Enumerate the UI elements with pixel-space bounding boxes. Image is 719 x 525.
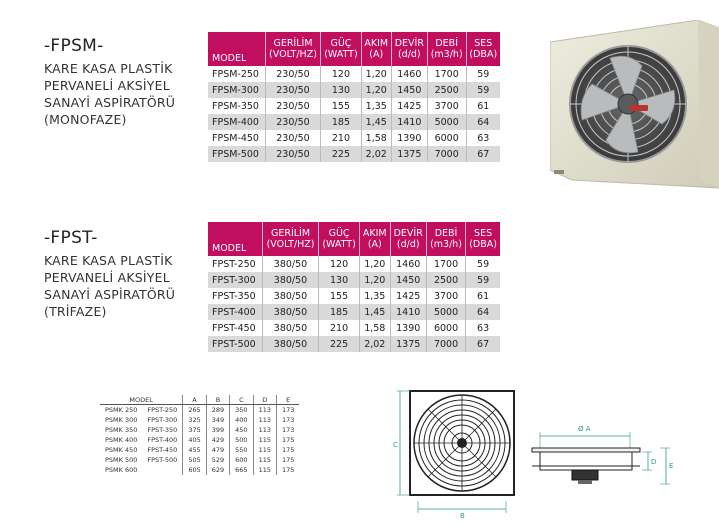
- spec-header-cell: [466, 222, 500, 256]
- table-cell: 113: [253, 425, 276, 435]
- fan-product-photo: [550, 20, 719, 190]
- table-cell: 665: [230, 465, 253, 475]
- dims-header-cell: D: [253, 395, 276, 405]
- spec-header-line-2: (VOLT/HZ): [266, 239, 315, 250]
- table-cell: 5000: [427, 114, 466, 130]
- spec-header-cell: [390, 222, 426, 256]
- table-cell: 6000: [427, 130, 466, 146]
- spec-header-cell: [426, 222, 465, 256]
- table-cell: FPST-350: [208, 288, 262, 304]
- table-cell: 63: [466, 320, 500, 336]
- table-cell: 500: [230, 435, 253, 445]
- table-cell: 529: [206, 455, 229, 465]
- fpsm-desc-line-2: PERVANELİ AKSİYEL: [44, 78, 170, 93]
- spec-header-line-1: AKIM: [364, 38, 389, 49]
- table-cell: 155: [319, 288, 360, 304]
- table-cell: 1,20: [361, 82, 391, 98]
- table-cell: 1700: [426, 256, 465, 272]
- table-cell: 2500: [427, 82, 466, 98]
- spec-header-cell: [208, 32, 265, 66]
- spec-header-line-1: DEBİ: [435, 38, 458, 49]
- table-cell: 120: [321, 66, 361, 82]
- table-cell: FPSM-350: [208, 98, 265, 114]
- table-cell: 225: [319, 336, 360, 352]
- table-cell: PSMK 300: [105, 416, 138, 424]
- table-cell: 155: [321, 98, 361, 114]
- table-cell: 1410: [390, 304, 426, 320]
- spec-header-line-1: DEVİR: [394, 38, 424, 49]
- table-cell: PSMK 450: [105, 446, 138, 454]
- table-row: [208, 304, 500, 320]
- table-row: [100, 445, 299, 455]
- table-cell: 380/50: [262, 272, 318, 288]
- table-cell: FPST-350: [142, 425, 182, 435]
- spec-header-row: [208, 222, 500, 256]
- fpsm-desc-line-1: KARE KASA PLASTİK: [44, 61, 173, 76]
- table-cell: 350: [230, 405, 253, 416]
- spec-header-line-1: GÜÇ: [330, 38, 352, 49]
- table-cell: 230/50: [265, 66, 321, 82]
- table-cell: 2,02: [361, 146, 391, 162]
- fpst-desc-line-2: PERVANELİ AKSİYEL: [44, 270, 170, 285]
- spec-header-cell: [391, 32, 427, 66]
- spec-header-line-2: (WATT): [322, 239, 356, 250]
- table-cell: 5000: [426, 304, 465, 320]
- table-cell: 265: [183, 405, 206, 416]
- table-cell: FPST-250: [142, 405, 182, 416]
- table-cell: 3700: [426, 288, 465, 304]
- spec-header-line-2: (WATT): [324, 49, 358, 60]
- fpst-desc-line-1: KARE KASA PLASTİK: [44, 253, 173, 268]
- table-cell: 1375: [391, 146, 427, 162]
- table-cell: 175: [282, 446, 295, 454]
- table-cell: 1390: [390, 320, 426, 336]
- spec-header-cell: [466, 32, 500, 66]
- table-cell: 1,58: [360, 320, 391, 336]
- table-cell: 130: [319, 272, 360, 288]
- spec-header-line-2: (A): [367, 239, 382, 250]
- table-cell: 59: [466, 256, 500, 272]
- spec-header-line-1: SES: [474, 228, 493, 239]
- table-row: [100, 415, 299, 425]
- spec-header-line-2: (d/d): [397, 49, 421, 60]
- table-row: [208, 256, 500, 272]
- table-cell: FPST-500: [142, 455, 182, 465]
- table-cell: 61: [466, 288, 500, 304]
- spec-header-line-1: GERİLİM: [270, 228, 311, 239]
- table-cell: 230/50: [265, 146, 321, 162]
- spec-header-line-1: SES: [474, 38, 493, 49]
- table-cell: FPSM-400: [208, 114, 265, 130]
- spec-header-cell: [321, 32, 361, 66]
- table-cell: 1,45: [361, 114, 391, 130]
- dim-label-a: Ø A: [578, 425, 591, 433]
- spec-header-line-1: GERİLİM: [273, 38, 313, 49]
- table-cell: 380/50: [262, 304, 318, 320]
- table-cell: 230/50: [265, 114, 321, 130]
- spec-header-cell: [319, 222, 360, 256]
- table-cell: 505: [183, 455, 206, 465]
- spec-header-line-2: (VOLT/HZ): [269, 49, 317, 60]
- side-view-drawing: [530, 418, 680, 488]
- table-cell: FPSM-250: [208, 66, 265, 82]
- table-cell: 380/50: [262, 320, 318, 336]
- table-cell: 1450: [390, 272, 426, 288]
- table-cell: FPST-500: [208, 336, 262, 352]
- table-cell: 429: [206, 435, 229, 445]
- fpsm-desc-line-4: (MONOFAZE): [44, 112, 127, 127]
- table-cell: 59: [466, 66, 500, 82]
- table-cell: 380/50: [262, 288, 318, 304]
- table-cell: 67: [466, 146, 500, 162]
- spec-header-cell: [262, 222, 318, 256]
- table-cell: 64: [466, 114, 500, 130]
- table-cell: 210: [319, 320, 360, 336]
- table-cell: FPST-250: [208, 256, 262, 272]
- table-cell: 173: [282, 416, 295, 424]
- spec-header-cell: [427, 32, 466, 66]
- fpst-spec-table: [208, 222, 500, 352]
- table-cell: 1460: [390, 256, 426, 272]
- table-cell: PSMK 500: [105, 456, 138, 464]
- spec-header-line-2: MODEL: [212, 243, 247, 254]
- table-cell: 2500: [426, 272, 465, 288]
- table-cell: 7000: [427, 146, 466, 162]
- table-cell: 173: [282, 426, 295, 434]
- spec-header-line-1: DEBİ: [434, 228, 458, 239]
- table-cell: 600: [230, 455, 253, 465]
- table-cell: FPST-450: [142, 445, 182, 455]
- table-cell: 230/50: [265, 82, 321, 98]
- table-cell: 3700: [427, 98, 466, 114]
- table-cell: 289: [206, 405, 229, 416]
- fpsm-desc-line-3: SANAYİ ASPİRATÖRÜ: [44, 95, 176, 110]
- table-cell: 455: [183, 445, 206, 455]
- spec-header-line-2: MODEL: [212, 53, 247, 64]
- table-cell: [142, 465, 182, 475]
- table-cell: 64: [466, 304, 500, 320]
- table-cell: 115: [253, 465, 276, 475]
- table-cell: 113: [253, 415, 276, 425]
- table-cell: 479: [206, 445, 229, 455]
- fpsm-spec-table: [208, 32, 500, 162]
- table-cell: 230/50: [265, 130, 321, 146]
- spec-header-line-2: (DBA): [469, 239, 497, 250]
- table-cell: 175: [282, 466, 295, 474]
- table-cell: 130: [321, 82, 361, 98]
- table-row: [208, 336, 500, 352]
- table-cell: PSMK 350: [105, 426, 138, 434]
- table-cell: 349: [206, 415, 229, 425]
- table-cell: 1410: [391, 114, 427, 130]
- dims-header-cell: E: [277, 395, 300, 405]
- table-cell: 115: [253, 435, 276, 445]
- table-cell: 375: [183, 425, 206, 435]
- spec-header-line-2: (DBA): [469, 49, 498, 60]
- spec-header-cell: [265, 32, 321, 66]
- table-cell: 325: [183, 415, 206, 425]
- table-cell: 225: [321, 146, 361, 162]
- table-cell: FPST-300: [142, 415, 182, 425]
- fpst-desc-line-4: (TRİFAZE): [44, 304, 107, 319]
- table-cell: 1,20: [360, 272, 391, 288]
- dims-header-row: [100, 395, 299, 405]
- table-cell: 1,58: [361, 130, 391, 146]
- table-cell: FPSM-300: [208, 82, 265, 98]
- table-cell: PSMK 250: [105, 406, 138, 414]
- table-cell: FPST-450: [208, 320, 262, 336]
- fpsm-code: -FPSM-: [44, 36, 104, 56]
- dimensions-table: [100, 395, 299, 475]
- table-cell: 67: [466, 336, 500, 352]
- table-cell: 1425: [390, 288, 426, 304]
- table-row: [100, 425, 299, 435]
- table-row: [208, 288, 500, 304]
- table-cell: PSMK 400: [105, 436, 138, 444]
- table-row: [208, 114, 500, 130]
- table-cell: FPSM-450: [208, 130, 265, 146]
- table-cell: 629: [206, 465, 229, 475]
- dims-header-cell: A: [183, 395, 206, 405]
- table-cell: 59: [466, 272, 500, 288]
- table-cell: 1,20: [361, 66, 391, 82]
- dims-header-cell: MODEL: [100, 395, 183, 405]
- table-row: [208, 320, 500, 336]
- table-cell: 1375: [390, 336, 426, 352]
- table-cell: 185: [321, 114, 361, 130]
- table-cell: FPST-300: [208, 272, 262, 288]
- table-cell: 61: [466, 98, 500, 114]
- fpst-desc-line-3: SANAYİ ASPİRATÖRÜ: [44, 287, 176, 302]
- spec-header-line-1: GÜÇ: [328, 228, 350, 239]
- table-cell: 605: [183, 465, 206, 475]
- table-cell: 2,02: [360, 336, 391, 352]
- table-cell: 173: [282, 406, 295, 414]
- table-row: [208, 98, 500, 114]
- table-cell: 1425: [391, 98, 427, 114]
- table-row: [100, 455, 299, 465]
- table-row: [208, 66, 500, 82]
- table-row: [208, 130, 500, 146]
- table-cell: 63: [466, 130, 500, 146]
- dims-header-cell: C: [230, 395, 253, 405]
- table-cell: 1460: [391, 66, 427, 82]
- front-view-drawing: [390, 385, 520, 520]
- table-cell: 1,35: [360, 288, 391, 304]
- table-cell: 210: [321, 130, 361, 146]
- table-cell: 400: [230, 415, 253, 425]
- table-row: [208, 272, 500, 288]
- dim-label-b: B: [460, 512, 465, 520]
- table-row: [100, 435, 299, 445]
- spec-header-cell: [208, 222, 262, 256]
- spec-header-row: [208, 32, 500, 66]
- spec-header-line-2: (m3/h): [430, 239, 463, 250]
- table-cell: 115: [253, 445, 276, 455]
- dim-label-d: D: [651, 458, 657, 466]
- table-cell: FPST-400: [142, 435, 182, 445]
- table-cell: 380/50: [262, 336, 318, 352]
- spec-header-line-1: AKIM: [362, 228, 387, 239]
- fpst-code: -FPST-: [44, 228, 98, 248]
- table-cell: 59: [466, 82, 500, 98]
- table-cell: 1,45: [360, 304, 391, 320]
- table-row: [100, 405, 299, 416]
- table-row: [208, 146, 500, 162]
- dim-label-c: C: [393, 441, 398, 449]
- table-cell: 450: [230, 425, 253, 435]
- table-cell: 550: [230, 445, 253, 455]
- table-cell: 405: [183, 435, 206, 445]
- spec-header-line-2: (d/d): [396, 239, 420, 250]
- table-cell: 175: [282, 456, 295, 464]
- table-cell: 120: [319, 256, 360, 272]
- table-cell: 380/50: [262, 256, 318, 272]
- fpsm-description: [44, 60, 204, 128]
- table-cell: 1450: [391, 82, 427, 98]
- table-cell: 1390: [391, 130, 427, 146]
- table-cell: 399: [206, 425, 229, 435]
- table-cell: 230/50: [265, 98, 321, 114]
- table-row: [208, 82, 500, 98]
- table-cell: 1,35: [361, 98, 391, 114]
- spec-header-line-1: DEVİR: [393, 228, 423, 239]
- fpst-description: [44, 252, 204, 320]
- table-cell: FPST-400: [208, 304, 262, 320]
- table-cell: FPSM-500: [208, 146, 265, 162]
- table-cell: 1700: [427, 66, 466, 82]
- spec-header-line-2: (A): [369, 49, 384, 60]
- spec-header-cell: [360, 222, 391, 256]
- table-cell: 6000: [426, 320, 465, 336]
- table-row: [100, 465, 299, 475]
- table-cell: 185: [319, 304, 360, 320]
- dims-header-cell: B: [206, 395, 229, 405]
- table-cell: 7000: [426, 336, 465, 352]
- table-cell: 115: [253, 455, 276, 465]
- table-cell: PSMK 600: [105, 466, 138, 474]
- table-cell: 175: [282, 436, 295, 444]
- spec-header-line-2: (m3/h): [430, 49, 463, 60]
- dim-label-e: E: [669, 462, 674, 470]
- spec-header-cell: [361, 32, 391, 66]
- table-cell: 113: [253, 405, 276, 416]
- table-cell: 1,20: [360, 256, 391, 272]
